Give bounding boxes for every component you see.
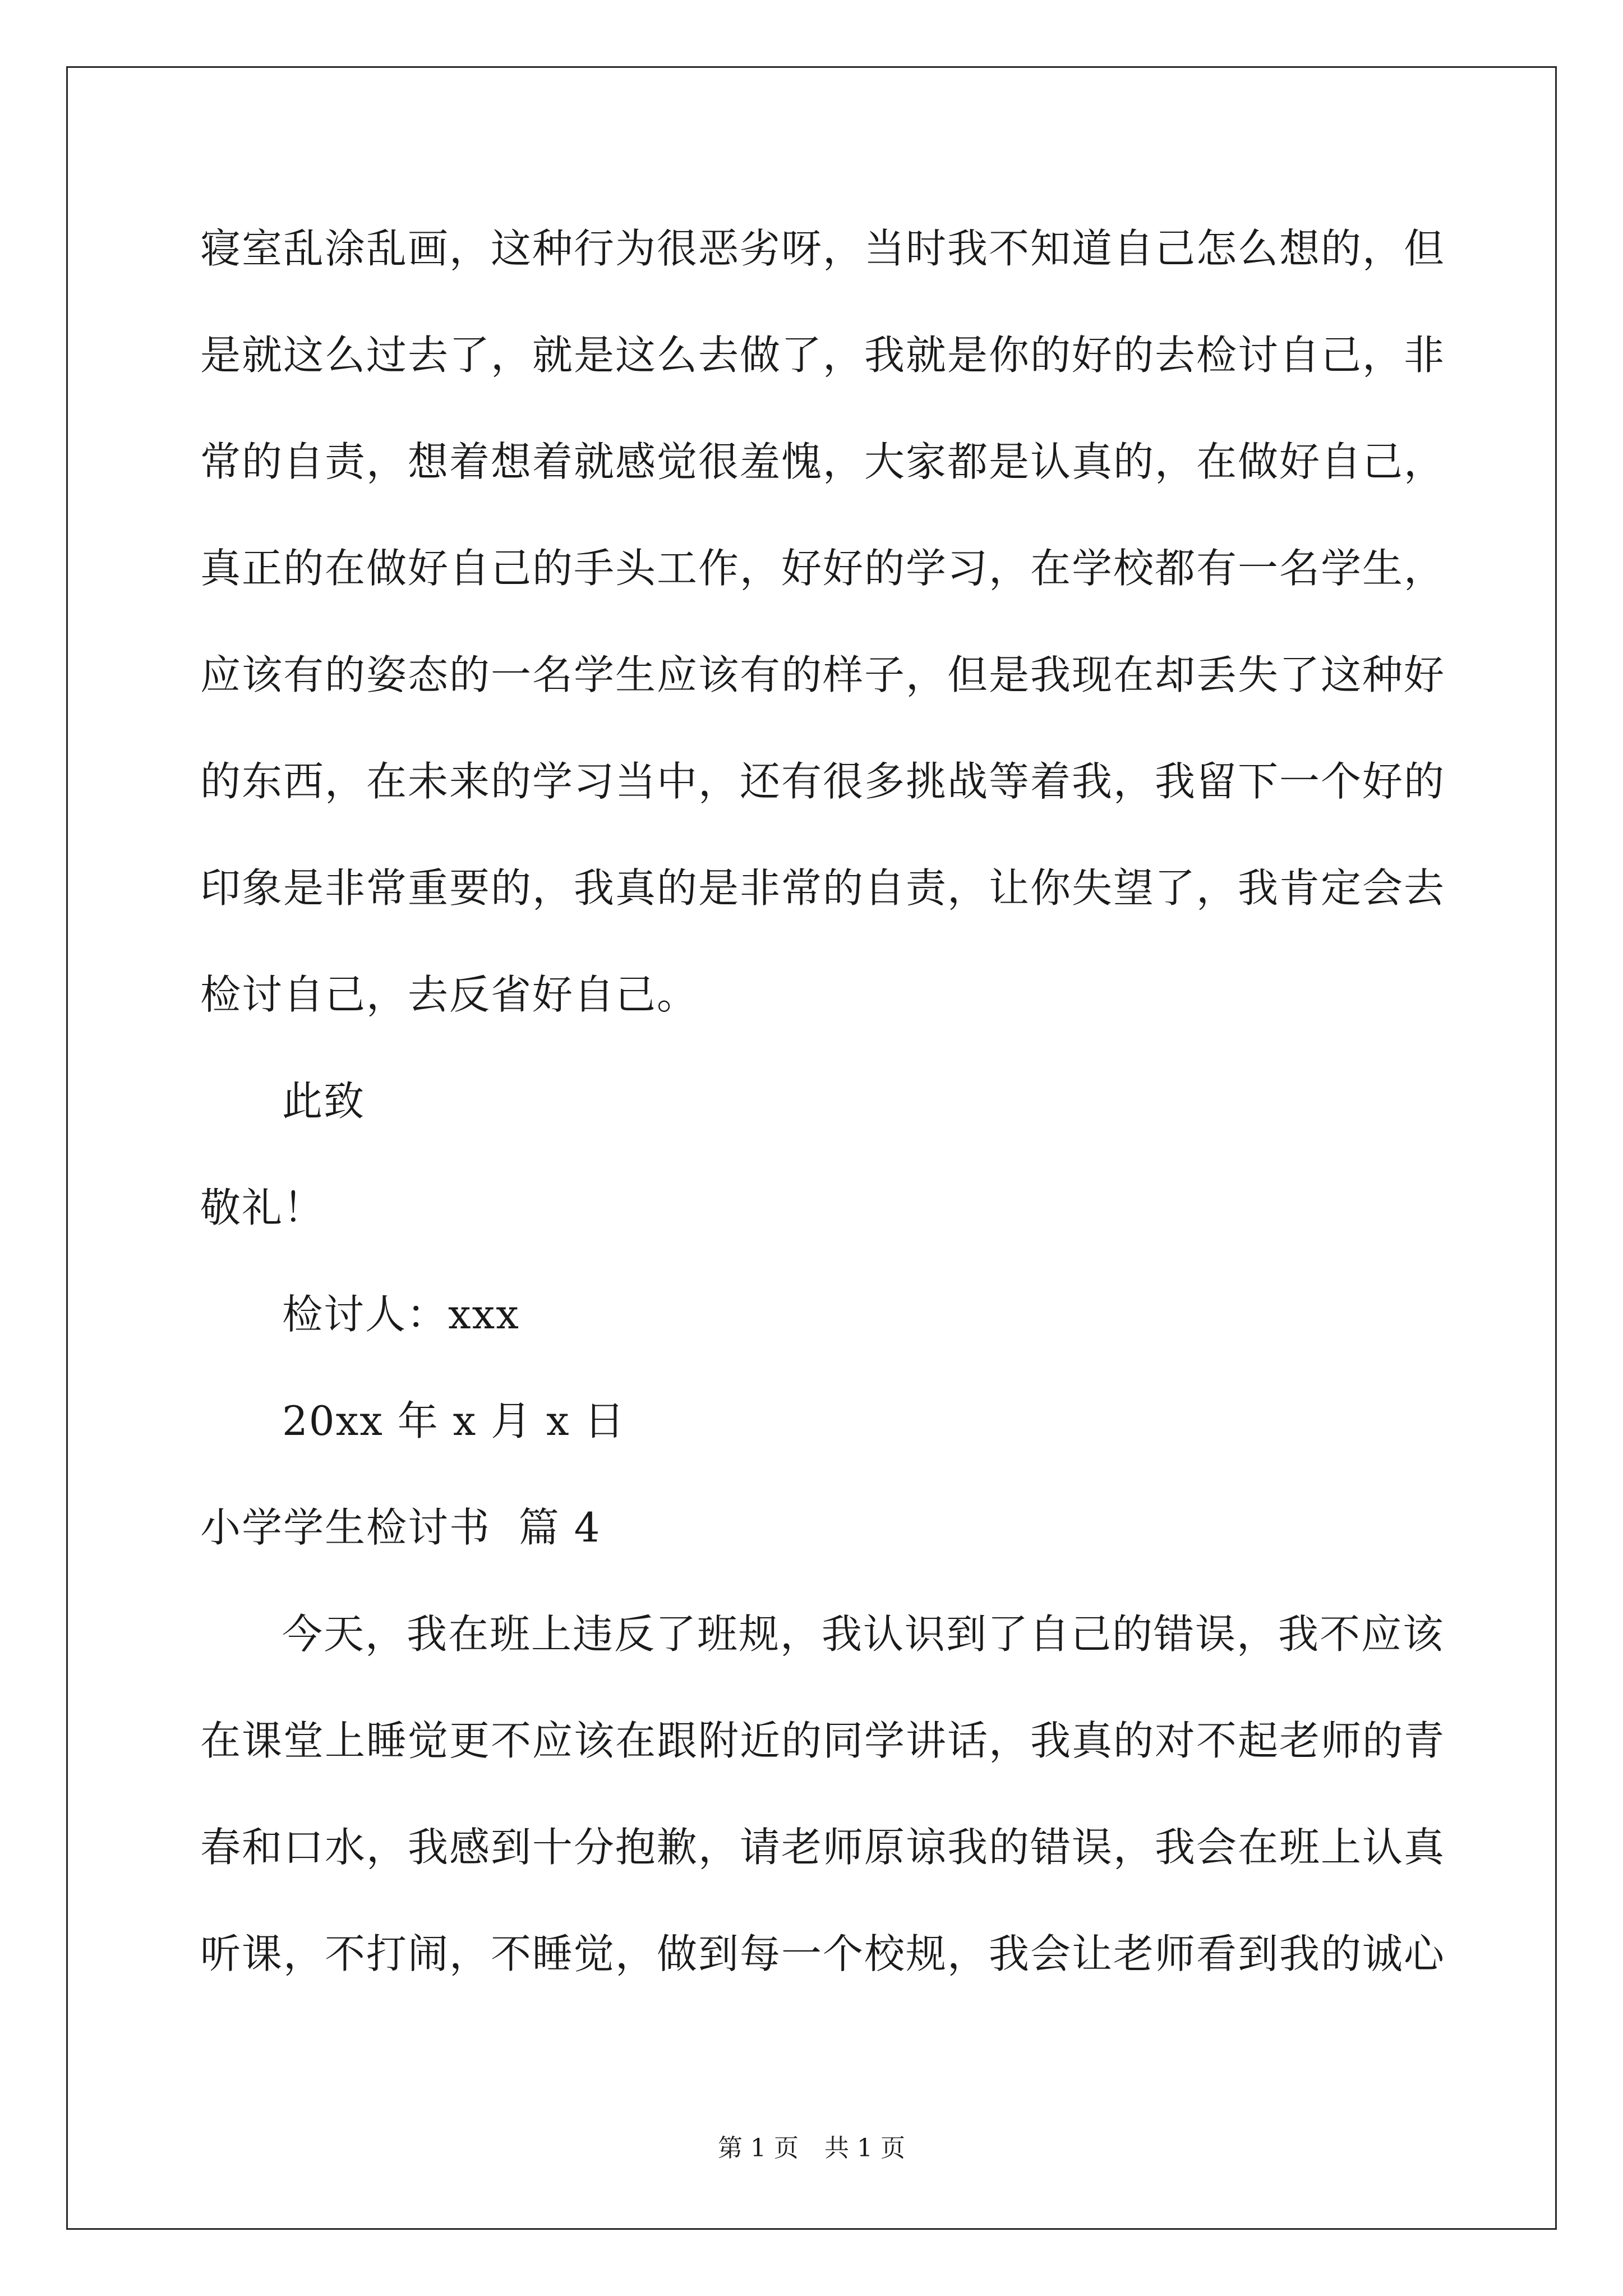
salutation-closing: 此致	[282, 1078, 366, 1125]
body-line-9: 今天，我在班上违反了班规，我认识到了自己的错误，我不应该	[282, 1611, 1445, 1658]
page-border	[66, 66, 1557, 2230]
body-line-4: 真正的在做好自己的手头工作，好好的学习，在学校都有一名学生，	[200, 545, 1446, 592]
body-line-11: 春和口水，我感到十分抱歉，请老师原谅我的错误，我会在班上认真	[200, 1824, 1446, 1871]
body-line-8: 检讨自己，去反省好自己。	[200, 971, 699, 1018]
body-line-7: 印象是非常重要的，我真的是非常的自责，让你失望了，我肯定会去	[200, 864, 1446, 912]
page-footer	[0, 2132, 1623, 2165]
body-line-3: 常的自责，想着想着就感觉很羞愧，大家都是认真的，在做好自己，	[200, 438, 1446, 485]
salutation-regards: 敬礼！	[200, 1184, 325, 1231]
body-line-10: 在课堂上睡觉更不应该在跟附近的同学讲话，我真的对不起老师的青	[200, 1717, 1446, 1764]
signature-author: 检讨人：xxx	[282, 1291, 520, 1338]
signature-date: 20xx 年 x 月 x 日	[282, 1397, 626, 1444]
body-line-2: 是就这么过去了，就是这么去做了，我就是你的好的去检讨自己，非	[200, 332, 1446, 379]
page-total: 共 1 页	[824, 2134, 905, 2162]
page-number: 第 1 页	[718, 2134, 799, 2162]
body-line-12: 听课，不打闹，不睡觉，做到每一个校规，我会让老师看到我的诚心	[200, 1930, 1446, 1977]
section-heading: 小学学生检讨书 篇 4	[200, 1504, 601, 1551]
body-line-6: 的东西，在未来的学习当中，还有很多挑战等着我，我留下一个好的	[200, 758, 1446, 805]
body-line-5: 应该有的姿态的一名学生应该有的样子，但是我现在却丢失了这种好	[200, 651, 1446, 698]
body-line-1: 寝室乱涂乱画，这种行为很恶劣呀，当时我不知道自己怎么想的，但	[200, 225, 1446, 272]
